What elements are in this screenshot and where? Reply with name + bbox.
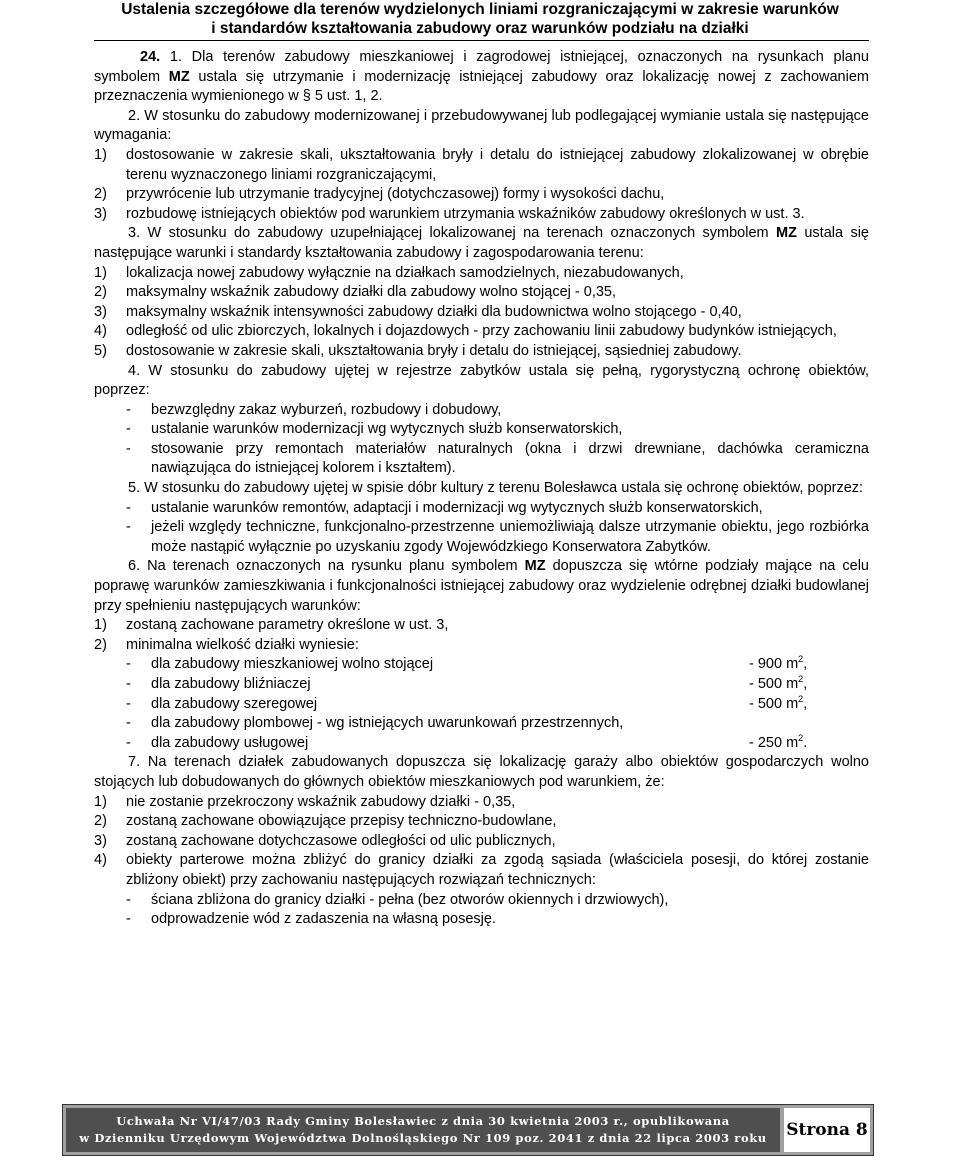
list-item: - ustalanie warunków modernizacji wg wytycznych służb konserwatorskich,: [126, 421, 623, 438]
list-item: 1) lokalizacja nowej zabudowy wyłącznie na działkach samodzielnych, niezabudowanych,: [94, 264, 684, 281]
section-24-paragraph-5: 5. W stosunku do zabudowy ujętej w spisie dóbr kultury z terenu Bolesławca ustala się ochronę obiektów, poprzez:: [128, 480, 864, 497]
paragraph-5-list: [94, 499, 869, 558]
section-24-paragraph-7: 7. Na terenach działek zabudowanych dopuszcza się lokalizację garaży albo obiektów gospodarczych wolno stojących lub dobudowanych do głównych obiektów mieszkaniowych pod warunkiem, że:: [94, 754, 869, 790]
paragraph-2-list: [94, 146, 869, 224]
header-title-line-1: Ustalenia szczegółowe dla terenów wydzielonych liniami rozgraniczającymi w zakresie warunków: [121, 1, 839, 18]
document-body: [94, 48, 869, 930]
paragraph-6-list: [94, 616, 869, 655]
list-item: 3) rozbudowę istniejących obiektów pod warunkiem utrzymania wskaźników zabudowy określonych w ust. 3.: [94, 205, 805, 222]
symbol-mz: MZ: [524, 558, 546, 575]
list-item: - bezwzględny zakaz wyburzeń, rozbudowy i dobudowy,: [126, 401, 502, 418]
section-number: 24.: [140, 49, 161, 65]
footer-line-1: Uchwała Nr VI/47/03 Rady Gminy Bolesławiec z dnia 30 kwietnia 2003 r., opublikowana: [116, 1114, 730, 1128]
plot-size-row: - dla zabudowy plombowej - wg istniejących uwarunkowań przestrzennych,: [126, 715, 624, 732]
list-item: 4) odległość od ulic zbiorczych, lokalnych i dojazdowych - przy zachowaniu linii zabudowy budynków istniejących,: [94, 323, 837, 340]
paragraph-4-list: [94, 401, 869, 479]
page-footer: [62, 1104, 874, 1156]
list-item: - jeżeli względy techniczne, funkcjonalno-przestrzenne uniemożliwiają dalsze utrzymanie obiektu, jego rozbiórka może nastąpić wyłącznie po uzyskaniu zgody Wojewódzkiego Konserwatora Zabytków.: [126, 519, 869, 555]
list-item: 1) zostaną zachowane parametry określone w ust. 3,: [94, 617, 449, 634]
footer-citation: [66, 1108, 780, 1152]
list-item: 2) przywrócenie lub utrzymanie tradycyjnej (dotychczasowej) formy i wysokości dachu,: [94, 186, 665, 203]
page-number: Strona 8: [784, 1108, 870, 1152]
list-item: 1) dostosowanie w zakresie skali, ukształtowania bryły i detalu do istniejącej zabudowy zlokalizowanej w obrębie terenu wyznaczonego liniami rozgraniczającymi,: [94, 146, 869, 183]
plot-size-row: - dla zabudowy szeregowej - 500 $m^2$,: [126, 693, 808, 712]
symbol-mz: MZ: [168, 68, 190, 85]
plot-size-row: - dla zabudowy bliźniaczej - 500 $m^2$,: [126, 674, 808, 692]
list-item: 5) dostosowanie w zakresie skali, ukształtowania bryły i detalu do istniejącej, sąsiedniej zabudowy.: [94, 342, 742, 359]
list-item: 2) minimalna wielkość działki wyniesie:: [94, 636, 359, 653]
paragraph-7-list: [94, 793, 869, 930]
section-24-paragraph-4: 4. W stosunku do zabudowy ujętej w rejestrze zabytków ustala się pełną, rygorystyczną ochronę obiektów, poprzez:: [94, 362, 869, 399]
list-item: 2) zostaną zachowane obowiązujące przepisy techniczno-budowlane,: [94, 813, 557, 830]
list-item: 3) maksymalny wskaźnik intensywności zabudowy działki dla budownictwa wolno stojącego - 0,40,: [94, 303, 742, 320]
header-title-line-2: i standardów kształtowania zabudowy oraz warunków podziału na działki: [211, 20, 749, 37]
list-item: - odprowadzenie wód z zadaszenia na własną posesję.: [126, 911, 496, 928]
footer-line-2: w Dzienniku Urzędowym Województwa Dolnośląskiego Nr 109 poz. 2041 z dnia 22 lipca 2003 roku: [79, 1131, 767, 1145]
plot-size-list: [94, 655, 869, 753]
section-24-paragraph-2: 2. W stosunku do zabudowy modernizowanej i przebudowywanej lub podlegającej wymianie ustala się następujące wymagania:: [94, 107, 869, 144]
list-item: 2) maksymalny wskaźnik zabudowy działki dla zabudowy wolno stojącej - 0,35,: [94, 284, 617, 301]
list-item: - ustalanie warunków remontów, adaptacji i modernizacji wg wytycznych służb konserwatorskich,: [126, 499, 763, 516]
list-item: - stosowanie przy remontach materiałów naturalnych (okna i drzwi drewniane, dachówka ceramiczna nawiązująca do istniejącej kolorem i kształtem).: [126, 440, 869, 477]
section-24-paragraph-3: 3. W stosunku do zabudowy uzupełniającej lokalizowanej na terenach oznaczonych symbolem MZ ustala się następujące warunki i standardy kształtowania zabudowy i zagospodarowania terenu:: [94, 225, 869, 261]
symbol-mz: MZ: [776, 225, 797, 242]
section-24-paragraph-1: 24. 1. Dla terenów zabudowy mieszkaniowej i zagrodowej istniejącej, oznaczonych na rysunkach planu symbolem MZ ustala się utrzymanie i modernizację istniejącej zabudowy oraz lokalizację nowej z zachowaniem przeznaczenia wymienionego w § 5 ust. 1, 2.: [94, 49, 869, 105]
section-24-paragraph-6: 6. Na terenach oznaczonych na rysunku planu symbolem MZ dopuszcza się wtórne podziały mające na celu poprawę warunków zamieszkiwania i funkcjonalności istniejącej zabudowy oraz wydzielenie odrębnej działki budowlanej przy spełnieniu następujących warunków:: [94, 558, 869, 614]
list-item: 4) obiekty parterowe można zbliżyć do granicy działki za zgodą sąsiada (właściciela posesji, do której zostanie zbliżony obiekt) przy zachowaniu następujących rozwiązań technicznych:: [94, 852, 869, 888]
list-item: 1) nie zostanie przekroczony wskaźnik zabudowy działki - 0,35,: [94, 793, 516, 810]
plot-size-row: - dla zabudowy mieszkaniowej wolno stojącej - 900 $m^2$,: [126, 654, 808, 673]
paragraph-3-list: [94, 264, 869, 362]
plot-size-row: - dla zabudowy usługowej - 250 $m^2$.: [126, 732, 808, 751]
list-item: - ściana zbliżona do granicy działki - pełna (bez otworów okiennych i drzwiowych),: [126, 891, 669, 908]
header-divider: [94, 40, 869, 41]
page-header: [0, 0, 960, 38]
list-item: 3) zostaną zachowane dotychczasowe odległości od ulic publicznych,: [94, 832, 556, 849]
